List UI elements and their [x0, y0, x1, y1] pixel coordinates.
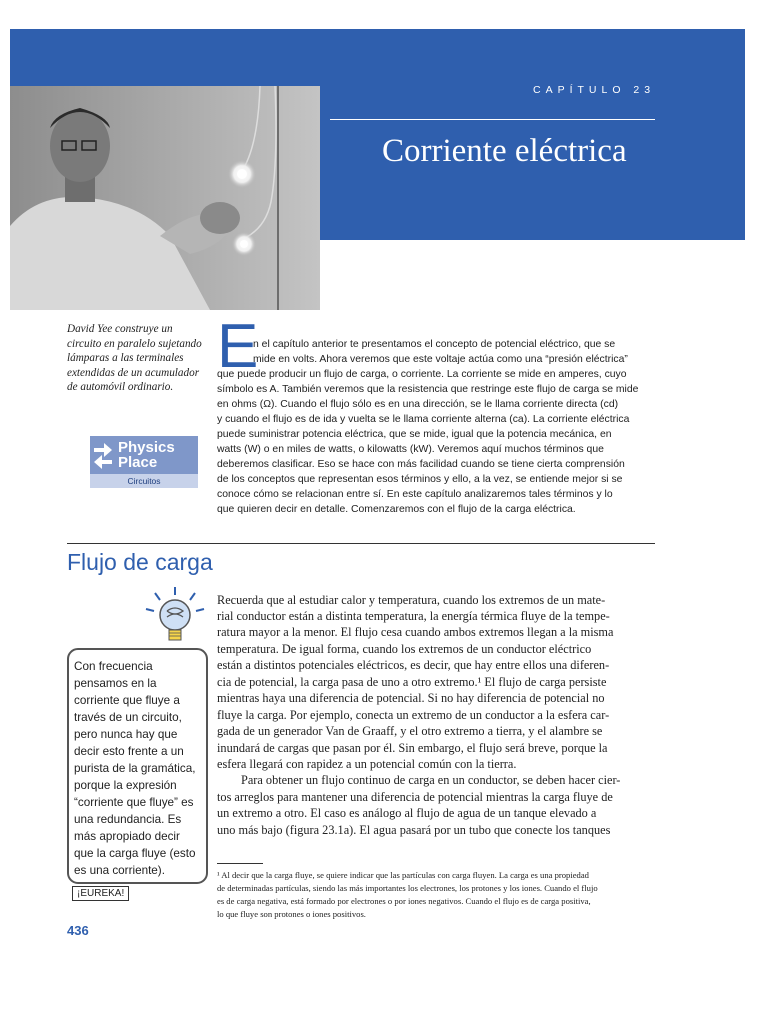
body-line: un extremo a otro. El caso es análogo al flujo de agua de un tanque elevado a	[217, 806, 597, 820]
header-rule	[330, 119, 655, 120]
arrows-icon	[92, 438, 114, 470]
body-line: Recuerda que al estudiar calor y temperatura, cuando los extremos de un mate-	[217, 593, 606, 607]
chapter-label: CAPÍTULO 23	[533, 84, 656, 96]
body-line: temperatura. De igual forma, cuando los extremos de un conductor eléctrico	[217, 642, 592, 656]
body-line: esfera llegará con rapidez a un potencial común con la tierra.	[217, 757, 517, 771]
body-line: rial conductor están a distinta temperatura, la energía térmica fluye de la tempe-	[217, 609, 610, 623]
body-line: gada de un generador Van de Graaff, y el otro extremo a tierra, y el alambre se	[217, 724, 603, 738]
intro-line: que quieren decir en detalle. Comenzaremos con el flujo de la carga eléctrica.	[217, 504, 576, 515]
lightbulb-icon	[140, 585, 210, 645]
intro-line: n el capítulo anterior te presentamos el concepto de potencial eléctrico, que se	[253, 339, 616, 350]
eureka-text: Con frecuencia pensamos en la corriente que fluye a través de un circuito, pero nunca hay que decir esto frente a un purista de la gramática, porque la expresión “corriente que fluye” es una redundancia. Es más apropiado decir que la carga fluye (esto es una corriente).	[74, 660, 196, 877]
footnote-line: de determinadas partículas, siendo las más importantes los electrones, los protones y los iones. Cuando el flujo	[217, 883, 598, 893]
physics-place-label: Circuitos	[127, 476, 161, 486]
body-line: fluye la carga. Por ejemplo, conecta un extremo de un conductor a la esfera car-	[217, 708, 610, 722]
intro-line: puede suministrar potencia eléctrica, que se mide, igual que la potencia mecánica, en	[217, 429, 612, 440]
body-line: ratura mayor a la menor. El flujo cesa cuando ambos extremos llegan a la misma	[217, 625, 614, 639]
body-line: inundará de cargas que pasan por él. Sin embargo, el flujo será breve, porque la	[217, 741, 608, 755]
intro-line: y cuando el flujo es de ida y vuelta se le llama corriente alterna (ca). La corriente eléctrica	[217, 414, 630, 425]
intro-line: en ohms (Ω). Cuando el flujo sólo es en una dirección, se le llama corriente directa (cd)	[217, 399, 619, 410]
chapter-photo	[10, 86, 320, 310]
body-line: Para obtener un flujo continuo de carga en un conductor, se deben hacer cier-	[241, 773, 621, 787]
intro-line: conoce cómo se relacionan entre sí. En este capítulo analizaremos tales términos y lo	[217, 489, 613, 500]
eureka-box	[67, 648, 208, 884]
footnote-rule	[217, 863, 263, 864]
body-line: están a distintos potenciales eléctricos, es decir, que hay entre ellos una diferen-	[217, 658, 610, 672]
physics-place-word2: Place	[118, 454, 158, 471]
body-line: cia de potencial, la carga pasa de uno a otro extremo.¹ El flujo de carga persiste	[217, 675, 607, 689]
physics-place-word1: Physics	[118, 439, 175, 456]
intro-line: de los conceptos que representan esos términos y ello, a la vez, se entiende mejor si se	[217, 474, 623, 485]
body-line: tos arreglos para mantener una diferencia de potencial mientras la carga fluye de	[217, 790, 613, 804]
page-number: 436	[67, 923, 89, 938]
section-rule	[67, 543, 655, 544]
photo-person-with-lamps-icon	[10, 86, 320, 310]
chapter-title: Corriente eléctrica	[382, 133, 627, 169]
footnote-line: lo que fluye son protones o iones positivos.	[217, 909, 366, 919]
intro-line: símbolo es A. También veremos que la resistencia que restringe este flujo de carga se mide	[217, 384, 639, 395]
body-line: uno más bajo (figura 23.1a). El agua pasará por un tubo que conecte los tanques	[217, 823, 611, 837]
photo-caption: David Yee construye un circuito en paralelo sujetando lámparas a las terminales extendidas de un acumulador de automóvil ordinario.	[67, 323, 202, 394]
footnote-line: es de carga negativa, está formado por electrones o por iones negativos. Cuando el flujo es de carga positiva,	[217, 896, 591, 906]
section-title: Flujo de carga	[67, 549, 213, 575]
intro-line: que puede producir un flujo de carga, o corriente. La corriente se mide en amperes, cuyo	[217, 369, 627, 380]
intro-line: deberemos clasificar. Eso se hace con más facilidad cuando se tiene cierta comprensión	[217, 459, 625, 470]
body-line: mientras haya una diferencia de potencial. Si no hay diferencia de potencial no	[217, 691, 605, 705]
drop-cap: E	[217, 312, 259, 381]
eureka-tag: ¡EUREKA!	[72, 886, 129, 901]
physics-place-badge[interactable]	[90, 436, 198, 488]
intro-line: watts (W) o en miles de watts, o kilowatts (kW). Veremos aquí muchos términos que	[217, 444, 604, 455]
footnote-line: ¹ Al decir que la carga fluye, se quiere indicar que las partículas con carga fluyen. La carga es una propiedad	[217, 870, 589, 880]
intro-line: mide en volts. Ahora veremos que este voltaje actúa como una “presión eléctrica”	[253, 354, 628, 365]
